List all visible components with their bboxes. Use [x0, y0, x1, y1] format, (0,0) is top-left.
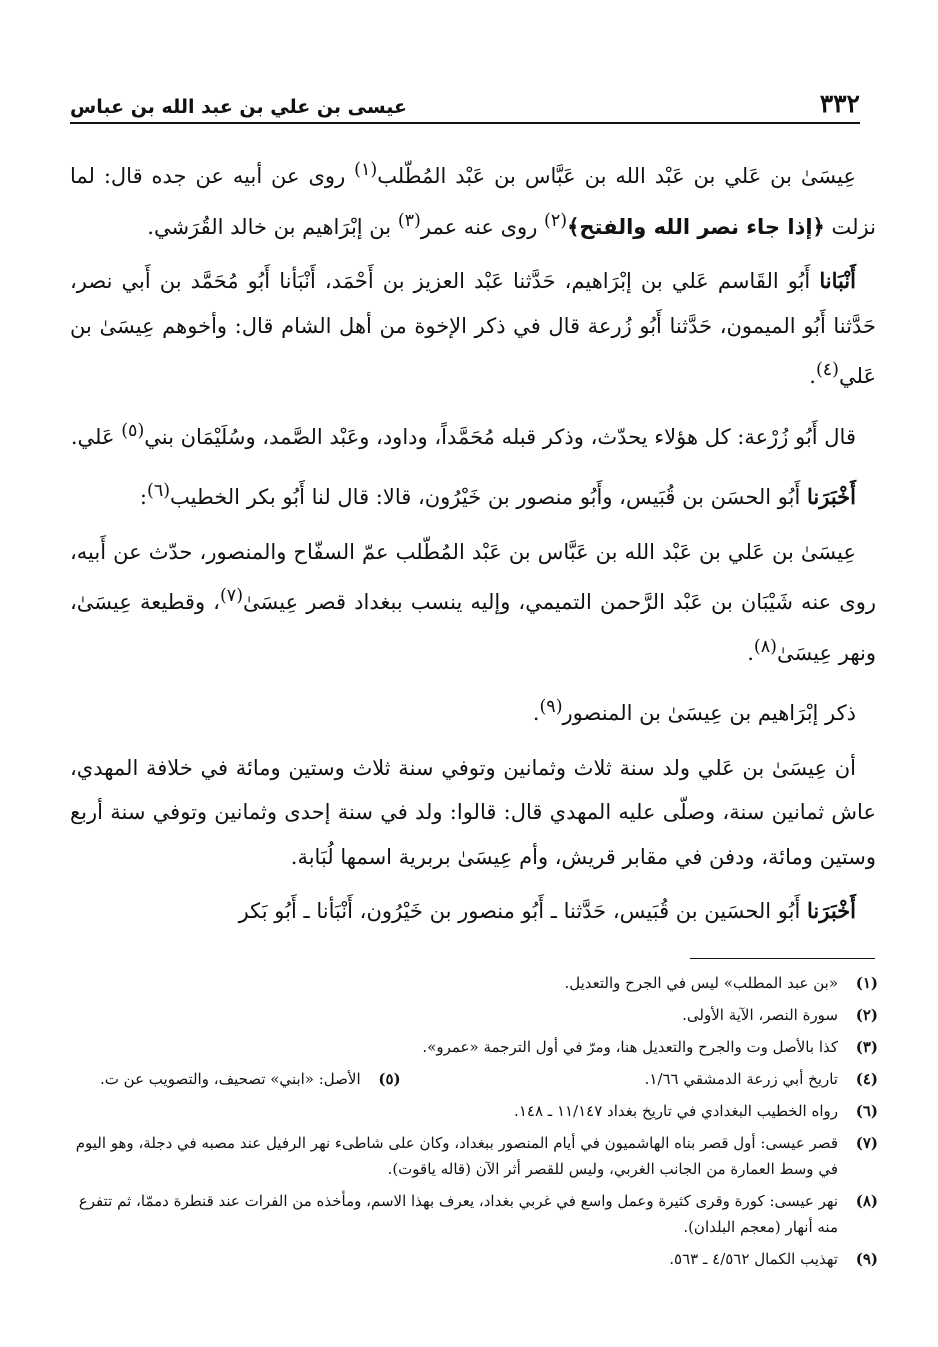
footnote-ref: (٨)	[753, 636, 777, 657]
footnote-number: (٩)	[855, 1250, 878, 1268]
paragraph-7	[70, 746, 876, 880]
page-header	[70, 82, 860, 124]
paragraph-3	[70, 409, 876, 460]
footnote-text: تهذيب الكمال ٤/٥٦٢ ـ ٥٦٣.	[669, 1250, 838, 1268]
footnote-8	[70, 1188, 878, 1240]
isnad-keyword: أَخْبَرَنا	[807, 484, 856, 509]
footnote-text: سورة النصر، الآية الأولى.	[682, 1006, 838, 1024]
p6-text: ذكر إبْرَاهيم بن عِيسَىٰ بن المنصور	[562, 701, 856, 725]
p2-text: أَبُو القَاسم عَلي بن إبْرَاهيم، حَدَّثنا عَبْد العزيز بن أَحْمَد، أَنْبَأنا أَبُو مُحَمَّد بن أَبي نصر، حَدَّثنا أَبُو الميمون، حَدَّثنا أَبُو زُرعة قال في ذكر الإخوة من أهل الشام قال: وأخوهم عِيسَىٰ بن عَلي	[70, 269, 876, 388]
p4-end: :	[139, 485, 147, 509]
p1-text-2: روى عن أبيه عن جده قال: لما نزلت	[70, 164, 876, 239]
footnote-ref: (٦)	[146, 481, 171, 501]
footnotes	[70, 970, 878, 1278]
p5-end: .	[747, 640, 754, 665]
footnote-text: تاريخ أبي زرعة الدمشقي ١/٦٦.	[644, 1070, 838, 1088]
page-number: ٣٣٢	[819, 89, 860, 118]
footnote-divider	[690, 958, 875, 959]
footnote-number: (٦)	[855, 1102, 878, 1120]
p3-text: قال أَبُو زُرْعة: كل هؤلاء يحدّث، وذكر قبله مُحَمَّداً، وداود، وعَبْد الصَّمد، وسُلَيْمَان بني	[144, 424, 856, 449]
footnote-number: (٢)	[855, 1006, 878, 1024]
footnote-ref: (٩)	[539, 697, 563, 717]
footnote-6	[70, 1098, 878, 1124]
footnote-ref: (٢)	[544, 210, 568, 231]
paragraph-4	[70, 469, 876, 520]
footnote-number: (٨)	[855, 1192, 878, 1210]
p8-text: أَبُو الحسَين بن قُبَيس، حَدَّثنا ـ أَبُو منصور بن خَيْرُون، أَنْبَأنا ـ أَبُو بَكر	[238, 899, 808, 923]
footnote-pair	[70, 1066, 838, 1092]
paragraph-2	[70, 259, 876, 399]
footnote-number: (٥)	[378, 1070, 401, 1088]
footnote-4-5	[70, 1066, 878, 1092]
footnote-number: (٤)	[855, 1070, 878, 1088]
footnote-ref: (٧)	[219, 586, 244, 606]
footnote-text: نهر عيسى: كورة وقرى كثيرة وعمل واسع في غربي بغداد، يعرف بهذا الاسم، ومأخذه من الفرات عند قنطرة دممّا، ثم تتفرع منه أنهار (معجم البلدان).	[78, 1192, 838, 1236]
main-text	[70, 148, 876, 944]
p2-end: .	[809, 364, 816, 388]
footnote-number: (١)	[855, 974, 878, 992]
footnote-ref: (٣)	[397, 210, 421, 231]
paragraph-6	[70, 685, 876, 736]
footnote-ref: (١)	[354, 160, 378, 180]
footnote-text: قصر عيسى: أول قصر بناه الهاشميون في أيام المنصور ببغداد، وكان على شاطىء نهر الرفيل عند مصبه في دجلة، وهو اليوم في وسط العمارة من الجانب الغربي، وليس للقصر أثر الآن (قاله ياقوت).	[75, 1134, 838, 1178]
footnote-text: رواه الخطيب البغدادي في تاريخ بغداد ١١/١٤٧ ـ ١٤٨.	[514, 1102, 838, 1120]
p1-text-3: روى عنه عمر	[420, 214, 545, 239]
p1-text: عِيسَىٰ بن عَلي بن عَبْد الله بن عَبَّاس بن عَبْد المُطّلب	[377, 164, 857, 188]
footnote-number: (٣)	[855, 1038, 878, 1056]
footnote-text: «بن عبد المطلب» ليس في الجرح والتعديل.	[564, 974, 838, 992]
footnote-ref: (٤)	[815, 360, 839, 380]
footnote-7	[70, 1130, 878, 1182]
paragraph-5	[70, 530, 876, 676]
p5-text: عِيسَىٰ بن عَلي بن عَبْد الله بن عَبَّاس بن عَبْد المُطّلب عمّ السفّاح والمنصور، حدّث عن أَبيه، روى عنه شَيْبَان بن عَبْد الرَّحمن التميمي، وإليه ينسب ببغداد قصر عِيسَىٰ	[70, 539, 876, 614]
footnote-3	[70, 1034, 878, 1060]
isnad-keyword: أَخْبَرَنا	[807, 898, 856, 923]
footnote-ref: (٥)	[121, 420, 145, 441]
p7-text: أن عِيسَىٰ بن عَلي ولد سنة ثلاث وثمانين وتوفي سنة ثلاث وستين ومائة في خلافة المهدي، عاش ثمانين سنة، وصلّى عليه المهدي قال: قالوا: ولد في سنة إحدى وثمانين وتوفي سنة أربع وستين ومائة، ودفن في مقابر قريش، وأم عِيسَىٰ بربرية اسمها لُبَابة.	[70, 755, 876, 869]
paragraph-8	[70, 889, 876, 934]
p6-end: .	[532, 701, 540, 725]
footnote-text: الأصل: «ابني» تصحيف، والتصويب عن ت.	[100, 1070, 361, 1088]
footnote-2	[70, 1002, 878, 1028]
p4-text: أَبُو الحسَن بن قُبَيس، وأَبُو منصور بن خَيْرُون، قالا: قال لنا أَبُو بكر الخطيب	[170, 485, 808, 509]
footnote-9	[70, 1246, 878, 1272]
p1-text-4: بن إبْرَاهيم بن خالد القُرَشي.	[147, 214, 398, 239]
footnote-number: (٧)	[855, 1134, 878, 1152]
p3-end: عَلي.	[70, 424, 122, 449]
footnote-text: كذا بالأصل وت والجرح والتعديل هنا، ومرّ في أول الترجمة «عمرو».	[422, 1038, 838, 1056]
paragraph-1	[70, 148, 876, 249]
footnote-1	[70, 970, 878, 996]
quran-quote: ﴿إذا جاء نصر الله والفتح﴾	[567, 214, 825, 239]
p5-text-2: ، وقطيعة عِيسَىٰ، ونهر عِيسَىٰ	[70, 590, 876, 665]
isnad-keyword: أَنْبَانا	[819, 268, 856, 293]
running-title: عيسى بن علي بن عبد الله بن عباس	[70, 96, 407, 118]
footnote-5	[100, 1066, 401, 1092]
